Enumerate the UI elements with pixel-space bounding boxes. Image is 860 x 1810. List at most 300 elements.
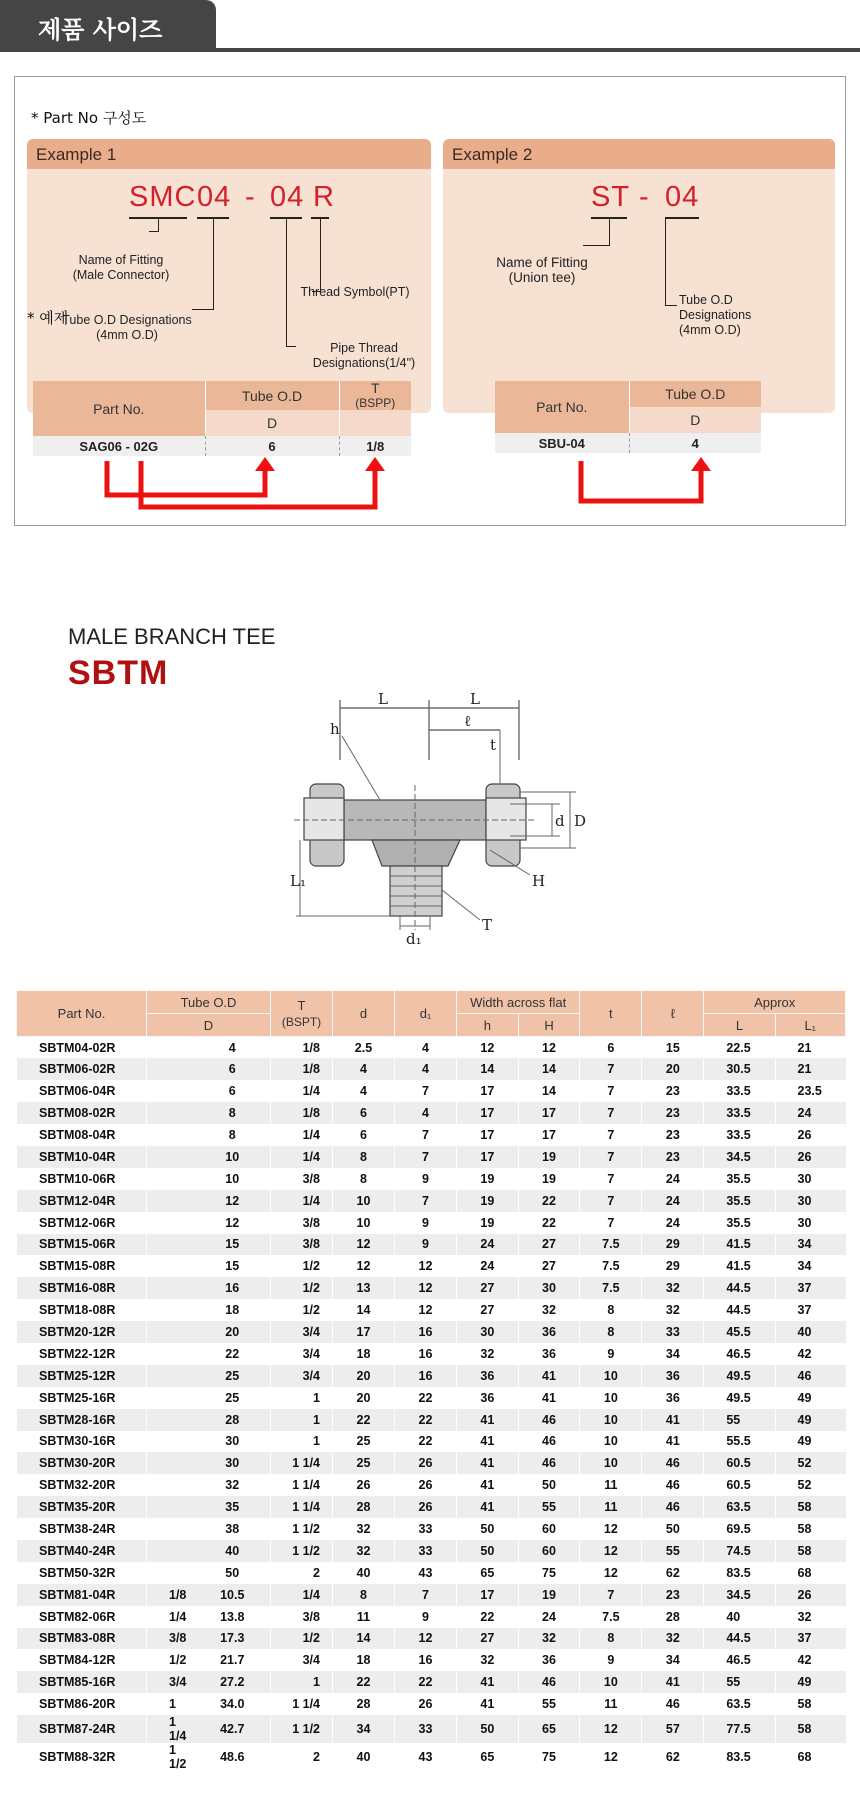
cell-tube-od-d: 34.0 xyxy=(195,1693,271,1715)
cell-tube-od-d: 16 xyxy=(195,1277,271,1299)
cell-L: 44.5 xyxy=(704,1628,775,1650)
cell-d: 40 xyxy=(333,1562,395,1584)
cell-t: 10 xyxy=(580,1365,642,1387)
cell-part-no: SBTM50-32R xyxy=(17,1562,147,1584)
table-row xyxy=(17,1431,846,1453)
cell-d1: 22 xyxy=(395,1431,457,1453)
cell-d1: 4 xyxy=(395,1102,457,1124)
cell-L: 49.5 xyxy=(704,1387,775,1409)
cell-part-no: SBTM15-08R xyxy=(17,1255,147,1277)
cell-d1: 33 xyxy=(395,1518,457,1540)
table-row xyxy=(17,1146,846,1168)
cell-t: 10 xyxy=(580,1671,642,1693)
cell-l: 23 xyxy=(642,1102,704,1124)
cell-L: 55 xyxy=(704,1409,775,1431)
cell-t: 12 xyxy=(580,1715,642,1743)
cell-h: 32 xyxy=(457,1343,519,1365)
cell-d1: 22 xyxy=(395,1387,457,1409)
cell-d: 28 xyxy=(333,1693,395,1715)
cell-d1: 7 xyxy=(395,1146,457,1168)
cell-L1: 49 xyxy=(775,1671,845,1693)
cell-tube-od-inch xyxy=(147,1474,195,1496)
cell-tube-od-d: 30 xyxy=(195,1431,271,1453)
cell-t-bspt: 1/2 xyxy=(271,1277,333,1299)
cell-L1: 46 xyxy=(775,1365,845,1387)
cell-t: 8 xyxy=(580,1321,642,1343)
cell-tube-od-d: 8 xyxy=(195,1102,271,1124)
cell-l: 46 xyxy=(642,1496,704,1518)
cell-h: 41 xyxy=(457,1409,519,1431)
cell-H: 36 xyxy=(518,1343,580,1365)
th-l: ℓ xyxy=(642,991,704,1037)
example1-code-04b: 04 xyxy=(270,181,305,213)
sample1-d-header: D xyxy=(205,410,339,436)
cell-h: 17 xyxy=(457,1102,519,1124)
cell-d: 4 xyxy=(333,1080,395,1102)
cell-L1: 42 xyxy=(775,1343,845,1365)
cell-part-no: SBTM35-20R xyxy=(17,1496,147,1518)
cell-L: 46.5 xyxy=(704,1343,775,1365)
cell-h: 50 xyxy=(457,1540,519,1562)
cell-tube-od-d: 10.5 xyxy=(195,1584,271,1606)
cell-tube-od-inch xyxy=(147,1255,195,1277)
cell-tube-od-inch: 1 1/4 xyxy=(147,1715,195,1743)
dimension-table xyxy=(16,990,846,1771)
sample1-partno-header: Part No. xyxy=(33,381,205,436)
cell-H: 22 xyxy=(518,1190,580,1212)
cell-L1: 30 xyxy=(775,1168,845,1190)
cell-L: 46.5 xyxy=(704,1649,775,1671)
cell-tube-od-inch xyxy=(147,1562,195,1584)
table-row xyxy=(17,1255,846,1277)
svg-text:d: d xyxy=(555,812,565,830)
cell-tube-od-d: 18 xyxy=(195,1299,271,1321)
cell-d1: 7 xyxy=(395,1584,457,1606)
cell-H: 65 xyxy=(518,1715,580,1743)
cell-tube-od-d: 40 xyxy=(195,1540,271,1562)
cell-t: 10 xyxy=(580,1431,642,1453)
cell-d1: 33 xyxy=(395,1540,457,1562)
cell-tube-od-inch: 1 1/2 xyxy=(147,1743,195,1771)
cell-d1: 43 xyxy=(395,1743,457,1771)
cell-L1: 49 xyxy=(775,1431,845,1453)
cell-t-bspt: 3/4 xyxy=(271,1365,333,1387)
cell-L: 63.5 xyxy=(704,1496,775,1518)
cell-tube-od-d: 12 xyxy=(195,1212,271,1234)
cell-h: 65 xyxy=(457,1743,519,1771)
svg-text:ℓ: ℓ xyxy=(464,712,472,730)
cell-d: 20 xyxy=(333,1365,395,1387)
cell-l: 15 xyxy=(642,1037,704,1059)
th-width-across-flat: Width across flat xyxy=(457,991,580,1014)
cell-L1: 21 xyxy=(775,1058,845,1080)
cell-tube-od-inch xyxy=(147,1058,195,1080)
cell-L1: 26 xyxy=(775,1146,845,1168)
cell-d1: 43 xyxy=(395,1562,457,1584)
cell-H: 36 xyxy=(518,1649,580,1671)
table-row xyxy=(17,1496,846,1518)
cell-d1: 4 xyxy=(395,1037,457,1059)
cell-h: 12 xyxy=(457,1037,519,1059)
cell-tube-od-d: 17.3 xyxy=(195,1628,271,1650)
cell-t-bspt: 2 xyxy=(271,1562,333,1584)
example1-name-label: Name of Fitting (Male Connector) xyxy=(72,253,170,282)
th-t-bspt: T (BSPT) xyxy=(271,991,333,1037)
cell-d1: 12 xyxy=(395,1628,457,1650)
cell-tube-od-d: 13.8 xyxy=(195,1606,271,1628)
cell-l: 24 xyxy=(642,1212,704,1234)
cell-h: 41 xyxy=(457,1693,519,1715)
cell-h: 32 xyxy=(457,1649,519,1671)
cell-d1: 26 xyxy=(395,1474,457,1496)
arrow-sbu-to-d xyxy=(581,461,701,501)
example1-title: Example 1 xyxy=(36,145,117,164)
cell-l: 41 xyxy=(642,1409,704,1431)
cell-H: 55 xyxy=(518,1693,580,1715)
cell-t: 10 xyxy=(580,1409,642,1431)
cell-t-bspt: 1/8 xyxy=(271,1058,333,1080)
cell-H: 19 xyxy=(518,1584,580,1606)
cell-H: 30 xyxy=(518,1277,580,1299)
cell-tube-od-inch: 1 xyxy=(147,1693,195,1715)
cell-tube-od-inch xyxy=(147,1212,195,1234)
cell-h: 36 xyxy=(457,1387,519,1409)
cell-L: 69.5 xyxy=(704,1518,775,1540)
cell-l: 55 xyxy=(642,1540,704,1562)
th-H: H xyxy=(518,1014,580,1037)
cell-t: 10 xyxy=(580,1387,642,1409)
cell-d: 25 xyxy=(333,1431,395,1453)
cell-part-no: SBTM06-02R xyxy=(17,1058,147,1080)
sample1-tube-header: Tube O.D xyxy=(205,381,339,410)
cell-L1: 52 xyxy=(775,1474,845,1496)
cell-l: 29 xyxy=(642,1255,704,1277)
cell-l: 32 xyxy=(642,1299,704,1321)
cell-t: 7 xyxy=(580,1080,642,1102)
cell-d: 25 xyxy=(333,1452,395,1474)
th-d1: d₁ xyxy=(395,991,457,1037)
example2-code-st: ST xyxy=(591,181,631,213)
cell-tube-od-d: 12 xyxy=(195,1190,271,1212)
cell-h: 50 xyxy=(457,1518,519,1540)
product-name: SBTM xyxy=(68,654,169,692)
cell-H: 32 xyxy=(518,1299,580,1321)
table-row xyxy=(17,1212,846,1234)
cell-L1: 49 xyxy=(775,1387,845,1409)
cell-L1: 58 xyxy=(775,1518,845,1540)
cell-part-no: SBTM86-20R xyxy=(17,1693,147,1715)
cell-d1: 33 xyxy=(395,1715,457,1743)
cell-d: 12 xyxy=(333,1255,395,1277)
cell-tube-od-d: 6 xyxy=(195,1080,271,1102)
cell-H: 14 xyxy=(518,1058,580,1080)
sample-title: * 예제 xyxy=(27,309,69,327)
table-row xyxy=(17,1540,846,1562)
cell-l: 46 xyxy=(642,1474,704,1496)
example2-tube-label: Tube O.D Designations (4mm O.D) xyxy=(679,293,752,337)
cell-t-bspt: 1 xyxy=(271,1387,333,1409)
cell-L: 33.5 xyxy=(704,1080,775,1102)
cell-H: 46 xyxy=(518,1452,580,1474)
example1-code-dash: - xyxy=(245,181,256,213)
cell-part-no: SBTM28-16R xyxy=(17,1409,147,1431)
th-L1: L₁ xyxy=(775,1014,845,1037)
table-row xyxy=(17,1409,846,1431)
cell-H: 36 xyxy=(518,1321,580,1343)
cell-d: 2.5 xyxy=(333,1037,395,1059)
cell-d1: 22 xyxy=(395,1409,457,1431)
cell-H: 14 xyxy=(518,1080,580,1102)
cell-d: 8 xyxy=(333,1584,395,1606)
cell-l: 62 xyxy=(642,1743,704,1771)
cell-d: 8 xyxy=(333,1146,395,1168)
cell-tube-od-inch xyxy=(147,1409,195,1431)
table-row xyxy=(17,1649,846,1671)
cell-L: 83.5 xyxy=(704,1562,775,1584)
cell-l: 23 xyxy=(642,1584,704,1606)
cell-t: 8 xyxy=(580,1299,642,1321)
cell-t: 11 xyxy=(580,1496,642,1518)
cell-L1: 30 xyxy=(775,1212,845,1234)
cell-tube-od-d: 50 xyxy=(195,1562,271,1584)
table-row xyxy=(17,1562,846,1584)
cell-t: 12 xyxy=(580,1743,642,1771)
cell-L1: 42 xyxy=(775,1649,845,1671)
cell-h: 30 xyxy=(457,1321,519,1343)
table-row xyxy=(17,1277,846,1299)
cell-tube-od-d: 10 xyxy=(195,1168,271,1190)
cell-tube-od-inch xyxy=(147,1277,195,1299)
cell-l: 57 xyxy=(642,1715,704,1743)
sample1-partno: SAG06 - 02G xyxy=(33,436,205,456)
table-row xyxy=(17,1037,846,1059)
cell-tube-od-inch xyxy=(147,1146,195,1168)
cell-part-no: SBTM87-24R xyxy=(17,1715,147,1743)
example1-pipe-thread-label: Pipe Thread Designations(1/4") xyxy=(312,341,416,370)
cell-d1: 9 xyxy=(395,1168,457,1190)
cell-l: 23 xyxy=(642,1146,704,1168)
table-row xyxy=(17,1080,846,1102)
cell-h: 17 xyxy=(457,1146,519,1168)
cell-d1: 26 xyxy=(395,1496,457,1518)
table-row xyxy=(17,1190,846,1212)
cell-L1: 21 xyxy=(775,1037,845,1059)
cell-tube-od-inch: 3/4 xyxy=(147,1671,195,1693)
svg-text:L: L xyxy=(470,690,480,708)
cell-tube-od-d: 10 xyxy=(195,1146,271,1168)
cell-t: 7 xyxy=(580,1168,642,1190)
cell-t-bspt: 3/4 xyxy=(271,1321,333,1343)
cell-t-bspt: 1 1/2 xyxy=(271,1715,333,1743)
cell-t-bspt: 1 1/2 xyxy=(271,1540,333,1562)
table-row xyxy=(17,1715,846,1743)
cell-H: 55 xyxy=(518,1496,580,1518)
cell-L: 60.5 xyxy=(704,1452,775,1474)
cell-part-no: SBTM20-12R xyxy=(17,1321,147,1343)
cell-t: 12 xyxy=(580,1518,642,1540)
cell-t-bspt: 1 xyxy=(271,1431,333,1453)
cell-l: 36 xyxy=(642,1387,704,1409)
cell-t-bspt: 1 1/4 xyxy=(271,1452,333,1474)
cell-d1: 16 xyxy=(395,1649,457,1671)
cell-L: 40 xyxy=(704,1606,775,1628)
cell-l: 41 xyxy=(642,1431,704,1453)
cell-part-no: SBTM04-02R xyxy=(17,1037,147,1059)
svg-text:L₁: L₁ xyxy=(290,872,306,890)
cell-d: 6 xyxy=(333,1124,395,1146)
cell-l: 33 xyxy=(642,1321,704,1343)
sample2-tube-header: Tube O.D xyxy=(629,381,761,407)
sample2-d: 4 xyxy=(691,435,699,451)
cell-t-bspt: 3/8 xyxy=(271,1168,333,1190)
cell-part-no: SBTM83-08R xyxy=(17,1628,147,1650)
cell-t: 8 xyxy=(580,1628,642,1650)
cell-L1: 34 xyxy=(775,1255,845,1277)
cell-H: 12 xyxy=(518,1037,580,1059)
cell-tube-od-inch xyxy=(147,1431,195,1453)
cell-t: 7.5 xyxy=(580,1255,642,1277)
cell-l: 24 xyxy=(642,1190,704,1212)
th-tube-od: Tube O.D xyxy=(147,991,271,1014)
example2-code-dash: - xyxy=(639,181,650,213)
cell-L: 44.5 xyxy=(704,1299,775,1321)
th-tube-d: D xyxy=(147,1014,271,1037)
cell-d: 18 xyxy=(333,1343,395,1365)
cell-t: 7 xyxy=(580,1058,642,1080)
cell-tube-od-inch: 1/8 xyxy=(147,1584,195,1606)
cell-d1: 16 xyxy=(395,1321,457,1343)
cell-t-bspt: 1 xyxy=(271,1409,333,1431)
th-approx: Approx xyxy=(704,991,846,1014)
cell-d: 32 xyxy=(333,1518,395,1540)
example1-code-r: R xyxy=(313,181,335,213)
cell-d: 8 xyxy=(333,1168,395,1190)
cell-t-bspt: 1/8 xyxy=(271,1102,333,1124)
cell-d: 4 xyxy=(333,1058,395,1080)
example1-code-04a: 04 xyxy=(197,181,232,213)
cell-t-bspt: 1 1/4 xyxy=(271,1693,333,1715)
cell-part-no: SBTM85-16R xyxy=(17,1671,147,1693)
cell-part-no: SBTM25-12R xyxy=(17,1365,147,1387)
cell-L1: 26 xyxy=(775,1584,845,1606)
cell-tube-od-d: 38 xyxy=(195,1518,271,1540)
cell-H: 60 xyxy=(518,1518,580,1540)
header-tab xyxy=(0,0,216,52)
table-row xyxy=(17,1474,846,1496)
cell-d1: 16 xyxy=(395,1343,457,1365)
cell-tube-od-d: 48.6 xyxy=(195,1743,271,1771)
example2-title: Example 2 xyxy=(452,145,533,164)
cell-part-no: SBTM08-04R xyxy=(17,1124,147,1146)
table-row xyxy=(17,1168,846,1190)
cell-d1: 16 xyxy=(395,1365,457,1387)
cell-h: 27 xyxy=(457,1299,519,1321)
cell-tube-od-d: 21.7 xyxy=(195,1649,271,1671)
cell-H: 24 xyxy=(518,1606,580,1628)
cell-t-bspt: 1/2 xyxy=(271,1299,333,1321)
cell-t-bspt: 1 xyxy=(271,1671,333,1693)
cell-t-bspt: 1/4 xyxy=(271,1584,333,1606)
cell-H: 46 xyxy=(518,1431,580,1453)
cell-H: 46 xyxy=(518,1671,580,1693)
cell-h: 41 xyxy=(457,1671,519,1693)
cell-tube-od-d: 4 xyxy=(195,1037,271,1059)
cell-L: 60.5 xyxy=(704,1474,775,1496)
th-L: L xyxy=(704,1014,775,1037)
cell-l: 50 xyxy=(642,1518,704,1540)
cell-L: 41.5 xyxy=(704,1255,775,1277)
cell-L: 83.5 xyxy=(704,1743,775,1771)
cell-d: 12 xyxy=(333,1234,395,1256)
cell-part-no: SBTM38-24R xyxy=(17,1518,147,1540)
cell-tube-od-inch xyxy=(147,1343,195,1365)
cell-L1: 30 xyxy=(775,1190,845,1212)
cell-L: 35.5 xyxy=(704,1190,775,1212)
sample2-d-header: D xyxy=(629,407,761,433)
cell-part-no: SBTM15-06R xyxy=(17,1234,147,1256)
cell-d: 14 xyxy=(333,1628,395,1650)
page-header xyxy=(0,0,860,52)
cell-d1: 4 xyxy=(395,1058,457,1080)
cell-l: 23 xyxy=(642,1080,704,1102)
svg-text:T: T xyxy=(482,916,493,934)
cell-d1: 26 xyxy=(395,1452,457,1474)
cell-tube-od-d: 35 xyxy=(195,1496,271,1518)
cell-t-bspt: 1/2 xyxy=(271,1628,333,1650)
cell-l: 28 xyxy=(642,1606,704,1628)
cell-d: 10 xyxy=(333,1212,395,1234)
table-row xyxy=(17,1365,846,1387)
cell-tube-od-inch xyxy=(147,1387,195,1409)
th-t: t xyxy=(580,991,642,1037)
cell-part-no: SBTM30-20R xyxy=(17,1452,147,1474)
table-row xyxy=(17,1452,846,1474)
cell-L: 63.5 xyxy=(704,1693,775,1715)
cell-h: 17 xyxy=(457,1124,519,1146)
cell-H: 19 xyxy=(518,1168,580,1190)
th-part-no: Part No. xyxy=(17,991,147,1037)
cell-h: 19 xyxy=(457,1168,519,1190)
cell-h: 41 xyxy=(457,1474,519,1496)
cell-part-no: SBTM12-06R xyxy=(17,1212,147,1234)
cell-d: 32 xyxy=(333,1540,395,1562)
cell-tube-od-inch: 1/4 xyxy=(147,1606,195,1628)
cell-part-no: SBTM18-08R xyxy=(17,1299,147,1321)
cell-L1: 34 xyxy=(775,1234,845,1256)
cell-h: 14 xyxy=(457,1058,519,1080)
arrow-partno-to-d xyxy=(107,461,265,495)
cell-d: 11 xyxy=(333,1606,395,1628)
cell-t: 11 xyxy=(580,1693,642,1715)
table-row xyxy=(17,1102,846,1124)
cell-h: 22 xyxy=(457,1606,519,1628)
cell-h: 27 xyxy=(457,1277,519,1299)
table-row xyxy=(17,1058,846,1080)
cell-H: 22 xyxy=(518,1212,580,1234)
cell-t-bspt: 1/4 xyxy=(271,1080,333,1102)
cell-L1: 49 xyxy=(775,1409,845,1431)
cell-L: 35.5 xyxy=(704,1212,775,1234)
sample1-d: 6 xyxy=(205,436,339,456)
cell-h: 19 xyxy=(457,1190,519,1212)
cell-d1: 7 xyxy=(395,1080,457,1102)
svg-text:L: L xyxy=(378,690,388,708)
cell-l: 36 xyxy=(642,1365,704,1387)
cell-L1: 58 xyxy=(775,1715,845,1743)
cell-L1: 37 xyxy=(775,1277,845,1299)
table-row xyxy=(17,1743,846,1771)
example2-code-04: 04 xyxy=(665,181,700,213)
